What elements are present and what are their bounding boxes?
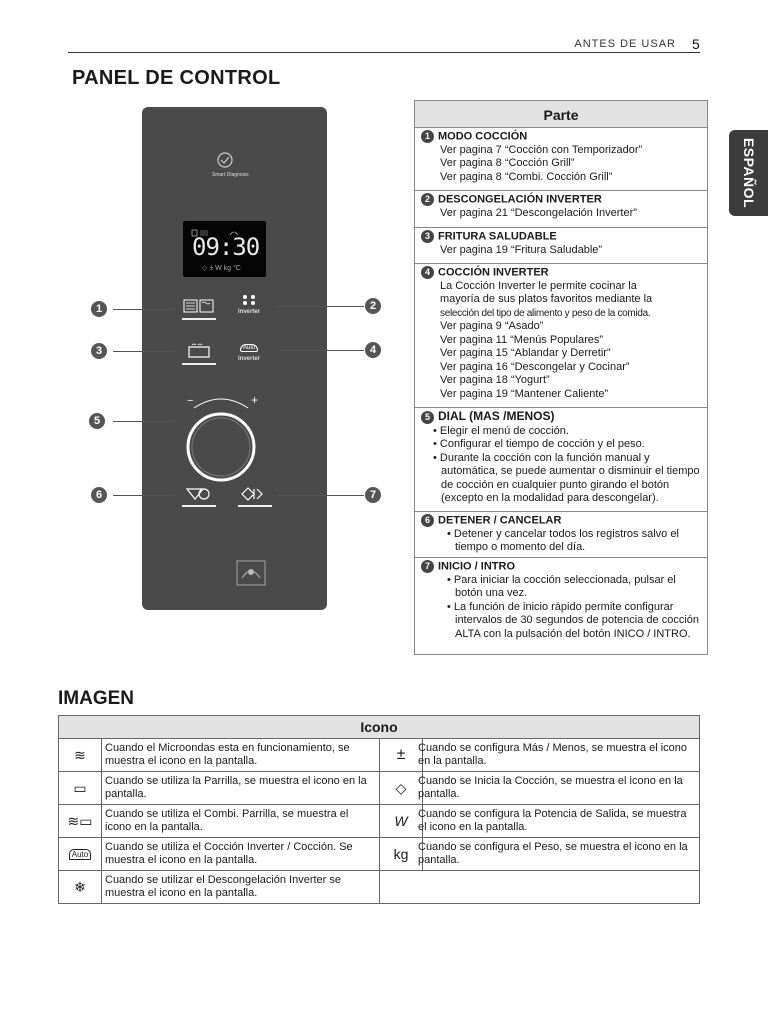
callout-line-3 [113,351,175,352]
part-line: Ver pagina 11 “Menús Populares” [440,333,604,346]
callout-4: 4 [365,342,381,358]
part-title: COCCIÓN INVERTER [438,266,549,279]
power-icon [380,805,423,837]
part-line: Ver pagina 7 “Cocción con Temporizador” [440,143,643,156]
part-number: 2 [421,193,434,206]
icon-description: Cuando se configura el Peso, se muestra el icono en la pantalla. [418,841,688,866]
part-title: FRITURA SALUDABLE [438,230,557,243]
healthy-fry-button[interactable] [186,343,212,359]
part-line: • Detener y cancelar todos los registros salvo el tiempo o momento del día. [447,527,679,554]
part-line: selección del tipo de alimento y peso de la comida. [440,307,651,319]
part-row [415,228,707,264]
table-row [59,871,699,903]
grill-icon [59,772,102,804]
page-title: PANEL DE CONTROL [72,67,281,89]
part-number: 4 [421,266,434,279]
part-row [415,408,707,512]
defrost-icon [59,871,102,903]
part-title: MODO COCCIÓN [438,130,528,143]
healthy-fry-underline [182,363,216,365]
table-row [59,805,699,838]
callout-2: 2 [365,298,381,314]
callout-7: 7 [365,487,381,503]
part-line: • Configurar el tiempo de cocción y el peso. [433,438,645,450]
part-title: INICIO / INTRO [438,560,515,573]
microwave-icon [59,739,102,771]
part-line: mayoría de sus platos favoritos mediante la [440,293,653,306]
part-line: Ver pagina 8 “Combi. Cocción Grill” [440,170,613,183]
part-line: • Para iniciar la cocción seleccionada, pulsar el botón una vez. [447,573,676,600]
callout-line-7 [278,495,364,496]
dial-plus-label: + [251,393,259,407]
part-line: Ver pagina 18 “Yogurt” [440,374,550,387]
header-section: ANTES DE USAR [574,38,676,50]
icon-description: Cuando se utiliza el Combi. Parrilla, se muestra el icono en la pantalla. [105,808,349,833]
page-number: 5 [692,36,700,52]
part-line: Ver pagina 8 “Cocción Grill” [440,157,575,170]
display-indicators: ◇ ± W kg °C [202,265,241,272]
callout-5: 5 [89,413,105,429]
dial-minus-label: − [187,395,194,407]
weight-icon [380,838,423,870]
table-row [59,739,699,772]
part-line: La Cocción Inverter le permite cocinar la [440,279,637,292]
part-number: 7 [421,560,434,573]
icon-description: Cuando se utiliza el Cocción Inverter / Cocción. Se muestra el icono en la pantalla. [105,841,353,866]
icons-table [58,715,700,904]
icon-description: Cuando se configura Más / Menos, se muestra el icono en la pantalla. [418,742,688,767]
icon-description: Cuando se Inicia la Cocción, se muestra el icono en la pantalla. [418,775,683,800]
part-line: Ver pagina 19 “Fritura Saludable” [440,243,603,256]
part-line: Ver pagina 19 “Mantener Caliente” [440,387,609,400]
icon-description: Cuando se configura la Potencia de Salida, se muestra el icono en la pantalla. [418,808,687,833]
language-tab [729,130,768,216]
icon-description: Cuando el Microondas esta en funcionamiento, se muestra el icono en la pantalla. [105,742,350,767]
part-row [415,264,707,408]
parts-header: Parte [415,101,707,128]
stop-cancel-button[interactable] [185,487,211,501]
part-number: 6 [421,514,434,527]
callout-1: 1 [91,301,107,317]
part-title: DIAL (MAS /MENOS) [438,409,555,423]
part-line: • Elegir el menú de cocción. [433,424,569,437]
part-row [415,128,707,191]
part-number: 3 [421,230,434,243]
callout-line-5 [113,421,175,422]
icon-glyph: ❄ [74,878,86,895]
part-line: Ver pagina 21 “Descongelación Inverter” [440,206,637,219]
part-number: 1 [421,130,434,143]
auto-cook-button[interactable]: Auto [240,344,258,352]
certification-seal-icon [236,560,266,586]
part-title: DESCONGELACIÓN INVERTER [438,193,602,206]
callout-6: 6 [91,487,107,503]
inverter-label-2: Inverter [238,356,261,362]
header-rule [68,52,700,53]
section-title-imagen: IMAGEN [58,688,134,709]
callout-3: 3 [91,343,107,359]
inverter-label-1: Inverter [238,309,261,315]
start-button[interactable] [240,487,266,501]
callout-line-6 [113,495,175,496]
part-title: DETENER / CANCELAR [438,514,562,527]
control-panel-illustration [142,107,327,610]
cook-mode-underline [182,318,216,320]
table-row [59,838,699,871]
language-label: ESPAÑOL [740,137,757,209]
auto-cook-icon [59,838,102,870]
part-line: Ver pagina 15 “Ablandar y Derretir” [440,347,611,360]
icon-glyph: ± [396,746,406,763]
display-status-icons [188,224,260,232]
stop-underline [182,505,216,507]
combi-icon [59,805,102,837]
icon-glyph: ▭ [73,779,87,796]
part-line: • Durante la cocción con la función manual y automática, se puede aumentar o disminuir el tiempo de cocción en cualquier punto girando el botón (excepto en la modalidad para descongelar). [433,451,700,504]
cook-mode-button[interactable] [183,299,215,313]
icon-glyph: ◇ [395,779,407,796]
part-line: Ver pagina 9 “Asado” [440,320,544,333]
inverter-defrost-button[interactable] [241,294,257,306]
icons-body [59,739,699,903]
plus-minus-icon [380,739,423,771]
icon-description: Cuando se utilizar el Descongelación Inverter se muestra el icono en la pantalla. [105,874,342,899]
callout-line-4 [278,350,364,351]
icon-glyph: ≋ [74,746,86,763]
icon-description: Cuando se utiliza la Parrilla, se muestra el icono en la pantalla. [105,775,367,800]
start-icon [380,772,423,804]
part-row [415,558,707,654]
icon-glyph: ≋▭ [67,812,93,829]
parts-table [414,100,708,655]
start-underline [238,505,272,507]
icon-glyph: Auto [69,849,91,860]
part-row [415,512,707,558]
icon-glyph: W [394,813,408,829]
brand-label: Smart Diagnosis [212,172,249,178]
table-row [59,772,699,805]
part-number: 5 [421,411,434,424]
display-clock: 09:30 [192,233,260,261]
part-line: • La función de inicio rápido permite configurar intervalos de 30 segundos de potencia de cocción ALTA con la pulsación del botón INICO / INTRO. [447,600,700,640]
part-row [415,191,707,228]
callout-line-1 [113,309,175,310]
part-line: Ver pagina 16 “Descongelar y Cocinar” [440,360,630,373]
icons-header: Icono [59,716,699,739]
callout-line-2 [278,306,364,307]
smart-diagnosis-icon [213,150,237,172]
icon-glyph: kg [393,846,409,862]
